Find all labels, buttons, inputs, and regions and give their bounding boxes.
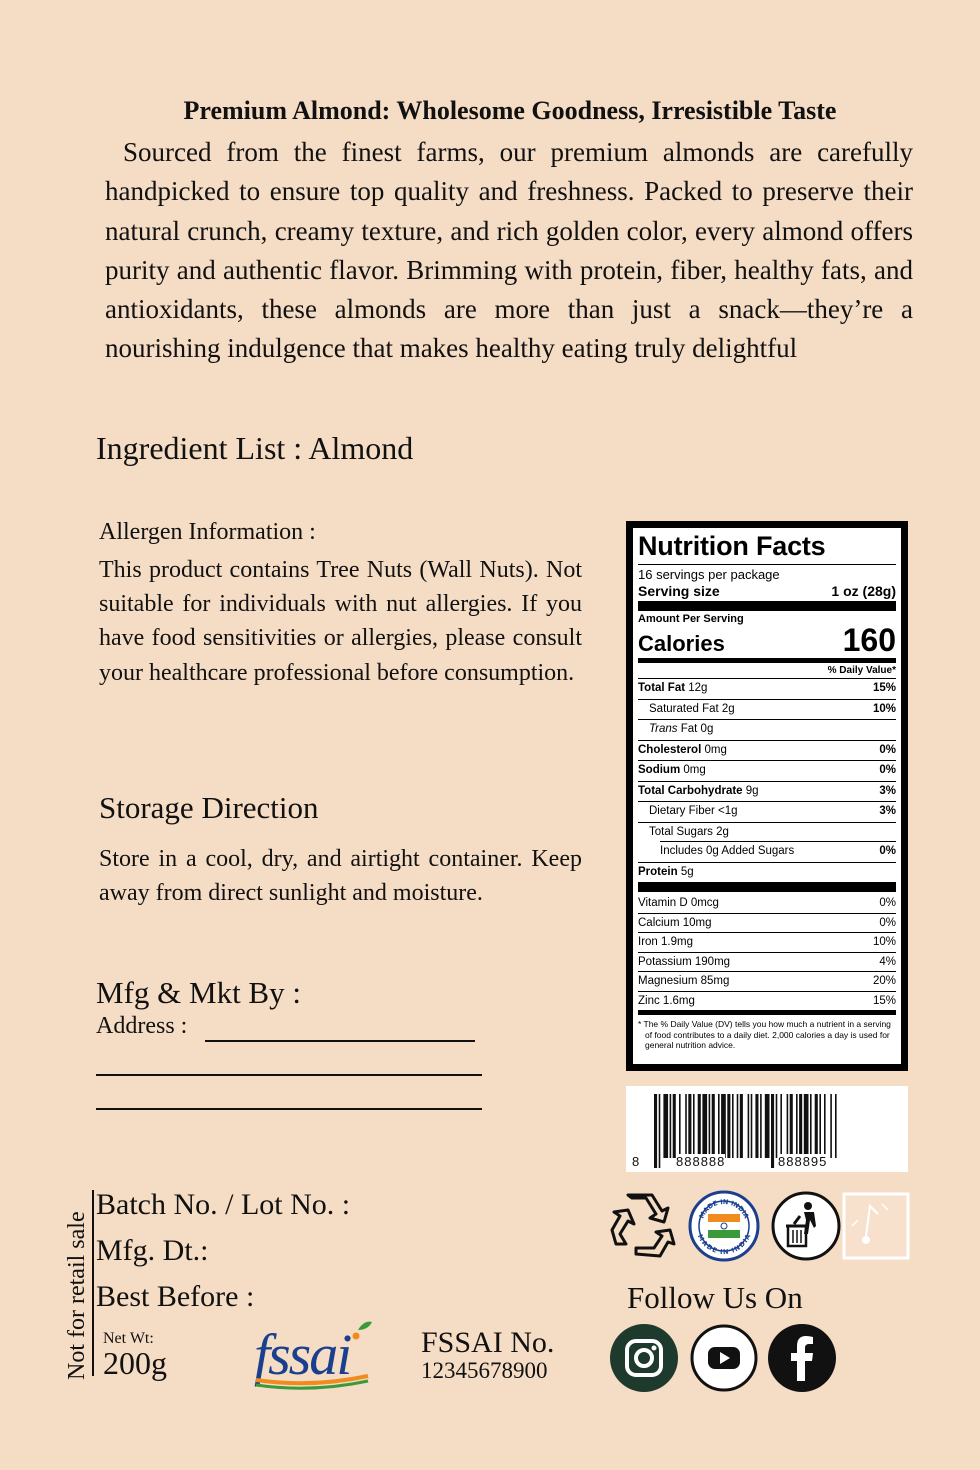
barcode-bar — [748, 1094, 750, 1158]
storage-text: Store in a cool, dry, and airtight container. Keep away from direct sunlight and moisture. — [99, 846, 582, 907]
net-weight-value: 200g — [103, 1345, 167, 1381]
barcode-bar — [688, 1094, 691, 1158]
dispose-properly-icon — [770, 1190, 842, 1267]
vertical-divider — [92, 1190, 94, 1376]
barcode-bar — [679, 1094, 681, 1158]
svg-text:MADE IN INDIA: MADE IN INDIA — [697, 1197, 751, 1220]
barcode-bar — [654, 1094, 657, 1168]
servings-per-package: 16 servings per package — [638, 567, 780, 582]
fssai-number: 12345678900 — [421, 1358, 548, 1383]
barcode-bar — [718, 1094, 720, 1158]
made-in-india-badge — [688, 1190, 760, 1267]
youtube-icon[interactable] — [689, 1323, 759, 1398]
barcode-bar — [787, 1094, 789, 1158]
sodium-row: Sodium 0mg 0% — [638, 761, 896, 782]
nutrition-title: Nutrition Facts — [638, 531, 826, 561]
barcode-digits-left: 888888 — [676, 1154, 726, 1169]
barcode-bar — [824, 1094, 826, 1158]
fssai-label: FSSAI No. — [421, 1326, 555, 1359]
instagram-icon[interactable] — [609, 1323, 679, 1398]
amount-per-serving: Amount Per Serving — [638, 613, 744, 625]
calories-row — [638, 622, 896, 658]
product-title: Premium Almond: Wholesome Goodness, Irresistible Taste — [183, 96, 837, 125]
protein-row: Protein 5g — [638, 865, 694, 878]
saturated-fat-row: Saturated Fat 2g 10% — [638, 700, 896, 721]
serving-size — [638, 583, 896, 599]
vitamin-row: Calcium 10mg 0% — [638, 914, 896, 934]
added-sugars-row: Includes 0g Added Sugars 0% — [638, 842, 896, 863]
barcode-bar — [799, 1094, 802, 1158]
barcode-digits-right: 888895 — [778, 1154, 828, 1169]
barcode-bar — [771, 1094, 774, 1168]
daily-value-header: % Daily Value* — [638, 664, 896, 679]
barcode-bars — [626, 1086, 908, 1172]
vitamin-row: Iron 1.9mg 10% — [638, 933, 896, 953]
vitamin-row: Potassium 190mg 4% — [638, 953, 896, 973]
barcode-bar — [776, 1094, 778, 1158]
dietary-fiber-row: Dietary Fiber <1g 3% — [638, 802, 896, 823]
not-for-retail-sale: Not for retail sale — [64, 1211, 90, 1380]
total-fat-row: Total Fat 12g 15% — [638, 679, 896, 700]
barcode-bar — [760, 1094, 762, 1158]
barcode-bar — [693, 1094, 695, 1158]
barcode-bar — [835, 1094, 837, 1158]
barcode-bar — [790, 1094, 793, 1158]
food-symbol-icon — [842, 1192, 910, 1265]
serving-size-value: 1 oz (28g) — [831, 583, 896, 599]
follow-us-heading: Follow Us On — [627, 1280, 803, 1315]
barcode-bar — [732, 1094, 734, 1158]
address-line-2 — [96, 1074, 482, 1076]
trans-fat-row: Trans Fat 0g — [638, 720, 896, 741]
allergen-heading: Allergen Information : — [99, 519, 316, 545]
barcode-bar — [670, 1094, 672, 1158]
barcode-bar — [663, 1094, 668, 1158]
barcode-bar — [727, 1094, 730, 1158]
nutrition-facts-panel — [626, 521, 908, 1071]
barcode-bar — [796, 1094, 798, 1158]
allergen-text: This product contains Tree Nuts (Wall Nuts). Not suitable for individuals with nut allergies. If you have food sensitivities or allergies, please consult your healthcare professional before consumption. — [99, 557, 582, 686]
address-label: Address : — [96, 1013, 188, 1039]
barcode-bar — [810, 1094, 812, 1158]
barcode — [626, 1086, 908, 1172]
manufacturer-heading: Mfg & Mkt By : — [96, 975, 301, 1010]
barcode-bar — [721, 1094, 726, 1158]
net-weight-label: Net Wt: — [103, 1330, 154, 1347]
svg-text:fssai: fssai — [254, 1322, 351, 1387]
total-carbohydrate-row: Total Carbohydrate 9g 3% — [638, 782, 896, 803]
recycle-icon — [606, 1192, 678, 1265]
svg-text:MADE IN INDIA: MADE IN INDIA — [695, 1233, 753, 1257]
daily-value-footnote: * The % Daily Value (DV) tells you how much a nutrient in a serving of food contributes to a daily diet. 2,000 calories a day is used for general nutrition advice. — [638, 1019, 891, 1050]
barcode-bar — [804, 1094, 809, 1158]
cholesterol-row: Cholesterol 0mg 0% — [638, 741, 896, 762]
total-sugars-row: Total Sugars 2g — [638, 823, 896, 843]
fssai-logo — [252, 1318, 374, 1395]
barcode-digit-first: 8 — [632, 1154, 640, 1169]
barcode-bar — [698, 1094, 701, 1158]
address-line-3 — [96, 1108, 482, 1110]
barcode-bar — [751, 1094, 753, 1158]
barcode-bar — [815, 1094, 818, 1158]
barcode-bar — [819, 1094, 821, 1158]
address-line-1 — [205, 1040, 475, 1042]
barcode-bar — [673, 1094, 676, 1158]
barcode-bar — [709, 1094, 711, 1158]
vitamin-row: Vitamin D 0mcg 0% — [638, 894, 896, 914]
storage-heading: Storage Direction — [99, 790, 319, 825]
calories-label: Calories — [638, 631, 725, 656]
vitamin-row: Magnesium 85mg 20% — [638, 972, 896, 992]
barcode-bar — [737, 1094, 739, 1158]
best-before-label: Best Before : — [96, 1280, 255, 1313]
barcode-bar — [830, 1094, 832, 1158]
vitamin-row: Zinc 1.6mg 15% — [638, 994, 896, 1007]
barcode-bar — [659, 1094, 661, 1168]
barcode-bar — [740, 1094, 743, 1158]
barcode-bar — [755, 1094, 758, 1158]
barcode-bar — [685, 1094, 687, 1158]
serving-size-label: Serving size — [638, 583, 720, 599]
barcode-bar — [780, 1094, 782, 1158]
ingredient-list: Ingredient List : Almond — [96, 430, 414, 466]
barcode-bar — [712, 1094, 715, 1158]
product-description: Sourced from the finest farms, our premium almonds are carefully handpicked to ensure top quality and freshness. Packed to preserve their natural crunch, creamy texture, and rich golden color, every almond offers purity and authentic flavor. Brimming with protein, fiber, healthy fats, and antioxidants, these almonds are more than just a snack—they’re a nourishing indulgence that makes healthy eating truly delightful — [105, 137, 913, 364]
barcode-bar — [702, 1094, 707, 1158]
batch-label: Batch No. / Lot No. : — [96, 1188, 351, 1221]
calories-value: 160 — [842, 622, 896, 658]
facebook-icon[interactable] — [767, 1323, 837, 1398]
mfg-date-label: Mfg. Dt.: — [96, 1234, 209, 1267]
barcode-bar — [765, 1094, 770, 1158]
